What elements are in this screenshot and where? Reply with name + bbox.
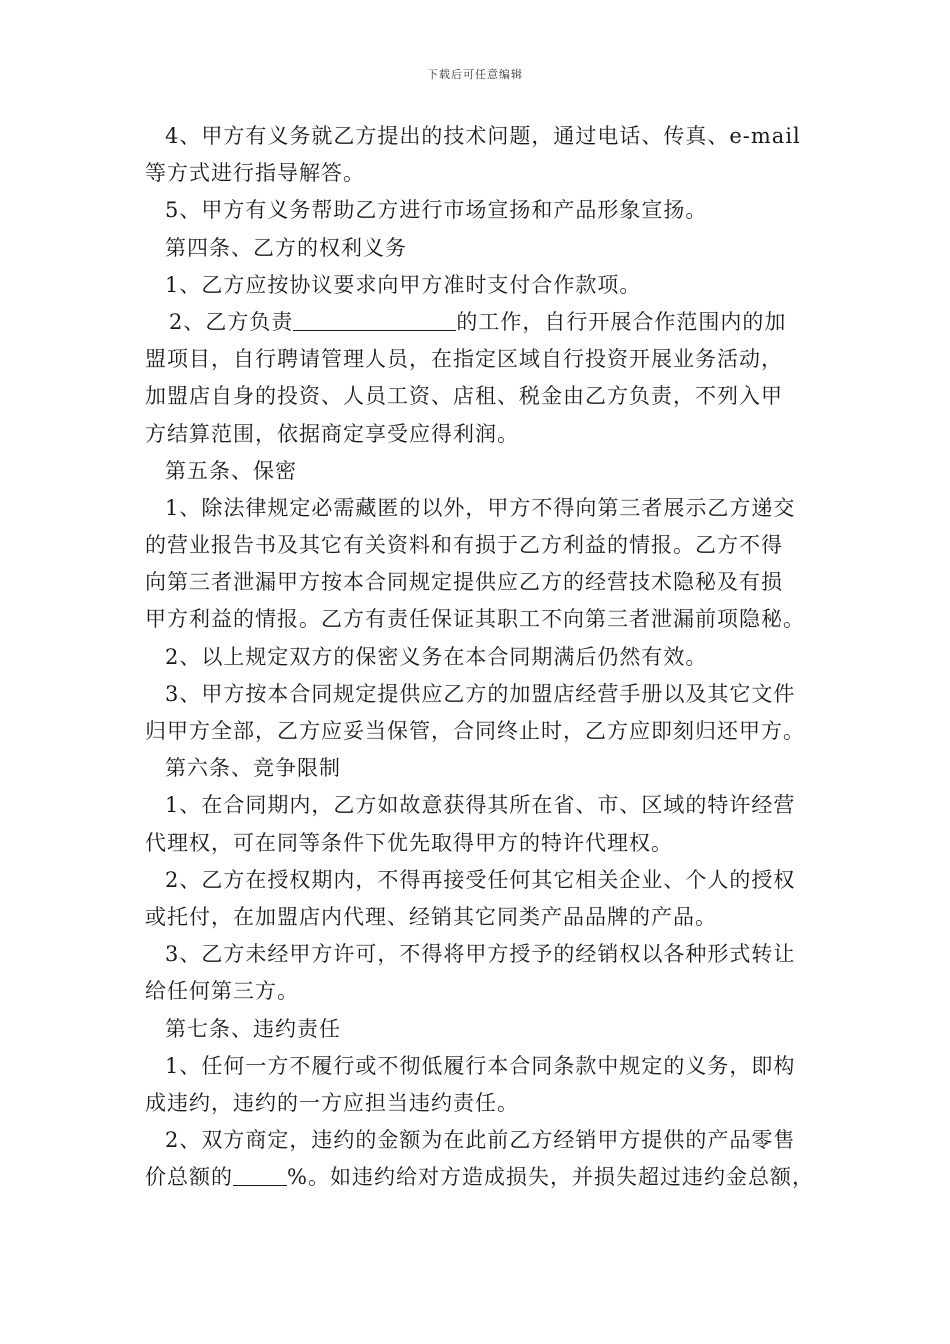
text-line: 方结算范围，依据商定享受应得利润。 xyxy=(145,421,519,446)
text-segment: %。如违约给对方造成损失，并损失超过违约金总额， xyxy=(287,1165,814,1190)
text-line: 1、乙方应按协议要求向甲方准时支付合作款项。 xyxy=(165,272,642,297)
text-line: 3、乙方未经甲方许可，不得将甲方授予的经销权以各种形式转让 xyxy=(165,942,796,967)
document-body xyxy=(145,118,813,1196)
text-line: 归甲方全部，乙方应妥当保管，合同终止时，乙方应即刻归还甲方。 xyxy=(145,719,805,743)
text-line: 第六条、竞争限制 xyxy=(165,756,341,781)
text-line: 3、甲方按本合同规定提供应乙方的加盟店经营手册以及其它文件 xyxy=(165,681,796,706)
text-line: 第五条、保密 xyxy=(165,458,297,483)
text-line xyxy=(145,1159,813,1196)
text-line: 成违约，违约的一方应担当违约责任。 xyxy=(145,1090,519,1115)
text-line: 1、在合同期内，乙方如故意获得其所在省、市、区域的特许经营 xyxy=(165,793,796,818)
text-segment: 价总额的 xyxy=(145,1165,233,1190)
page-header: 下载后可任意编辑 xyxy=(427,68,523,81)
fill-in-blank xyxy=(233,1164,287,1186)
text-line: 5、甲方有义务帮助乙方进行市场宣扬和产品形象宣扬。 xyxy=(165,198,708,223)
text-segment: 的工作，自行开展合作范围内的加 xyxy=(456,309,787,334)
text-line: 加盟店自身的投资、人员工资、店租、税金由乙方负责，不列入甲 xyxy=(145,384,783,409)
text-line: 2、乙方在授权期内，不得再接受任何其它相关企业、个人的授权 xyxy=(165,867,796,892)
text-line: 代理权，可在同等条件下优先取得甲方的特许代理权。 xyxy=(145,830,673,855)
text-line: 等方式进行指导解答。 xyxy=(145,161,365,186)
text-segment: 2、乙方负责 xyxy=(169,309,294,334)
text-line: 的营业报告书及其它有关资料和有损于乙方利益的情报。乙方不得 xyxy=(145,533,783,558)
fill-in-blank xyxy=(293,309,456,331)
text-line: 第四条、乙方的权利义务 xyxy=(165,235,407,260)
text-line xyxy=(145,304,813,341)
text-line: 2、以上规定双方的保密义务在本合同期满后仍然有效。 xyxy=(165,644,708,669)
text-line: 4、甲方有义务就乙方提出的技术问题，通过电话、传真、e-mail xyxy=(165,124,801,148)
text-line: 给任何第三方。 xyxy=(145,979,299,1004)
text-line: 盟项目，自行聘请管理人员，在指定区域自行投资开展业务活动， xyxy=(145,347,783,372)
text-line: 1、除法律规定必需藏匿的以外，甲方不得向第三者展示乙方递交 xyxy=(165,495,796,520)
text-line: 或托付，在加盟店内代理、经销其它同类产品品牌的产品。 xyxy=(145,904,717,929)
text-line: 甲方利益的情报。乙方有责任保证其职工不向第三者泄漏前项隐秘。 xyxy=(145,607,805,632)
text-line: 第七条、违约责任 xyxy=(165,1016,341,1041)
text-line: 2、双方商定，违约的金额为在此前乙方经销甲方提供的产品零售 xyxy=(165,1128,796,1153)
text-line: 向第三者泄漏甲方按本合同规定提供应乙方的经营技术隐秘及有损 xyxy=(145,570,783,595)
text-line: 1、任何一方不履行或不彻低履行本合同条款中规定的义务，即构 xyxy=(165,1053,796,1078)
